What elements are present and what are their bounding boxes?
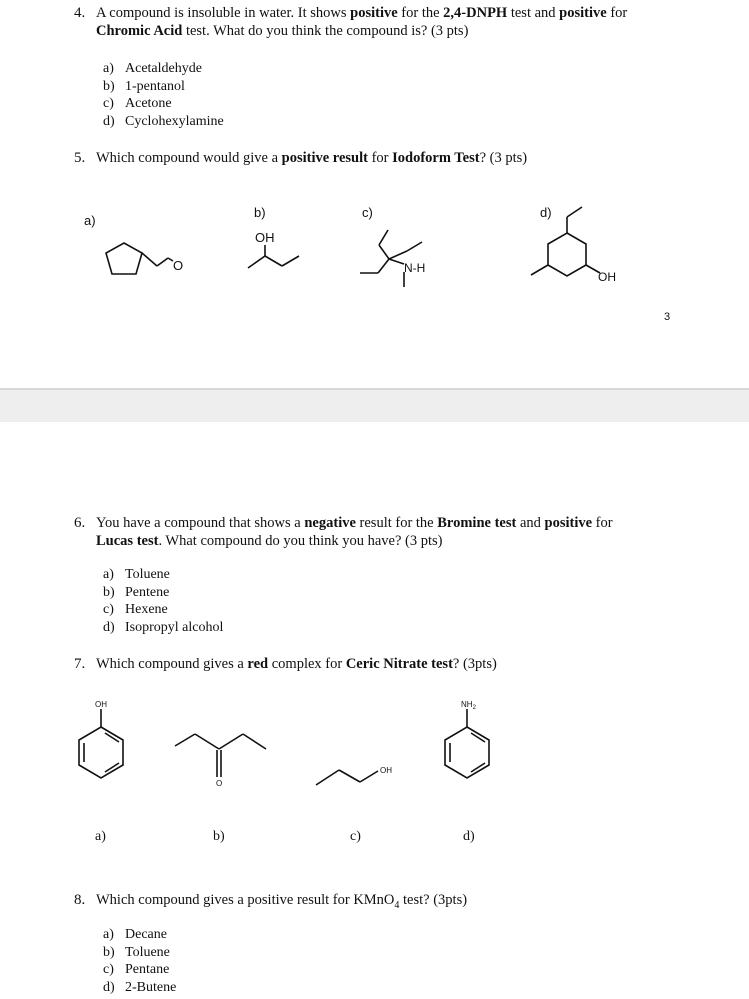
q5c-bond <box>389 259 404 264</box>
q8-options <box>103 926 176 996</box>
q7-text: ? (3pts) <box>452 656 497 672</box>
q5b-oh: OH <box>255 230 275 245</box>
q7a-oh: OH <box>95 700 107 709</box>
q5-label-d: d) <box>540 205 552 220</box>
q7-text: complex for <box>268 656 346 672</box>
q4-dnph: 2,4-DNPH <box>443 5 508 21</box>
q6-line2 <box>96 532 696 550</box>
q7c-bond <box>316 770 339 785</box>
q8-option[interactable] <box>103 961 176 979</box>
q4-options <box>103 60 224 130</box>
q6-text: and <box>516 515 545 531</box>
q7d-subscript: 2 <box>472 705 476 711</box>
q7b-bond <box>219 734 243 749</box>
q6-question <box>96 514 696 550</box>
q7c-oh: OH <box>380 766 392 775</box>
q6-option[interactable] <box>103 584 223 602</box>
page-separator <box>0 388 749 422</box>
q5-question <box>96 149 696 167</box>
q6-number: 6. <box>74 515 86 531</box>
q5c-bond <box>389 251 407 259</box>
q5d-bond <box>531 265 548 275</box>
q5-text: Which compound would give a <box>96 150 282 166</box>
q6-text: for <box>592 515 613 531</box>
option-letter: b) <box>103 944 115 960</box>
q7-question <box>96 655 696 673</box>
q5a-bond <box>142 253 157 266</box>
q7-ceric-nitrate: Ceric Nitrate test <box>345 656 453 672</box>
q6-lucas-test: Lucas test <box>96 533 159 549</box>
q7-label-b: b) <box>213 829 225 844</box>
q7-text: Which compound gives a <box>96 656 248 672</box>
option-text: Toluene <box>125 567 170 582</box>
option-text: Acetaldehyde <box>125 61 202 76</box>
q5a-cyclopentane-ring <box>106 243 142 274</box>
q4-chromic-acid: Chromic Acid <box>96 23 183 39</box>
q4-option[interactable] <box>103 113 224 131</box>
option-letter: b) <box>103 584 115 600</box>
q7-structures <box>0 695 749 855</box>
q5-text: for <box>367 150 393 166</box>
option-text: Pentane <box>125 962 170 977</box>
q6-line1 <box>96 514 696 532</box>
q5b-bond <box>265 256 282 266</box>
option-letter: d) <box>103 979 115 995</box>
q6-negative: negative <box>304 515 356 531</box>
q4-text: A compound is insoluble in water. It shows <box>96 5 351 21</box>
option-letter: c) <box>103 602 114 617</box>
q5-text: ? (3 pts) <box>479 150 528 166</box>
q6-text: . What compound do you think you have? (3 pts) <box>158 533 443 549</box>
q4-text: for <box>606 5 628 21</box>
option-text: Decane <box>125 927 167 942</box>
q5d-cyclohexane-ring <box>548 233 586 276</box>
q5d-oh: OH <box>598 270 616 284</box>
q6-bromine-test: Bromine test <box>437 515 517 531</box>
q7d-benzene-ring <box>445 727 489 778</box>
q5-structures <box>0 195 749 305</box>
q7-label-c: c) <box>350 829 361 844</box>
q5c-bond <box>378 259 389 273</box>
option-letter: c) <box>103 96 114 111</box>
option-text: Cyclohexylamine <box>125 113 224 129</box>
q4-option[interactable] <box>103 78 224 96</box>
q8-subscript: 4 <box>394 899 400 911</box>
q4-option[interactable] <box>103 60 224 78</box>
q7-number: 7. <box>74 656 86 672</box>
q5c-bond <box>379 245 389 259</box>
q8-option[interactable] <box>103 926 176 944</box>
q5-label-c: c) <box>362 205 373 220</box>
q6-text: result for the <box>355 515 438 531</box>
q7b-bond <box>195 734 219 749</box>
q8-text: test? (3pts) <box>399 892 468 908</box>
option-letter: d) <box>103 113 115 129</box>
q7-label-d: d) <box>463 829 475 844</box>
q7b-bond <box>175 734 195 746</box>
option-text: 2-Butene <box>125 979 177 995</box>
page-number: 3 <box>664 311 671 323</box>
q5b-bond <box>282 256 299 266</box>
option-text: Isopropyl alcohol <box>125 619 224 635</box>
q5a-oxygen: O <box>173 258 184 273</box>
option-letter: a) <box>103 567 114 582</box>
q4-positive-2: positive <box>559 5 607 21</box>
q4-option[interactable] <box>103 95 224 113</box>
option-letter: c) <box>103 962 114 977</box>
q4-text: test. What do you think the compound is? (3 pts) <box>182 23 469 39</box>
q5c-bond <box>407 242 422 251</box>
q5c-bond <box>379 230 388 245</box>
q6-options <box>103 566 223 636</box>
q5-label-b: b) <box>254 205 266 220</box>
option-text: Toluene <box>125 944 170 960</box>
q8-text: Which compound gives a positive result for KMnO <box>96 892 395 908</box>
option-letter: a) <box>103 61 114 76</box>
q6-option[interactable] <box>103 566 223 584</box>
q4-positive-1: positive <box>350 5 398 21</box>
option-letter: a) <box>103 927 114 942</box>
option-letter: b) <box>103 78 115 94</box>
q4-text: for the <box>397 5 444 21</box>
option-text: Pentene <box>125 584 170 600</box>
q7d-nh2 <box>461 700 477 711</box>
q4-text: test and <box>507 5 560 21</box>
q5d-bond <box>567 207 582 217</box>
q6-positive: positive <box>544 515 593 531</box>
q5-number: 5. <box>74 150 86 166</box>
q6-option[interactable] <box>103 619 223 637</box>
q6-option[interactable] <box>103 601 223 619</box>
q4-question <box>96 4 696 40</box>
option-letter: d) <box>103 619 115 635</box>
q8-question <box>96 891 696 915</box>
q7b-bond <box>243 734 266 749</box>
q7a-benzene-ring <box>79 727 123 778</box>
q4-line1 <box>96 4 696 22</box>
q7c-bond <box>360 771 378 782</box>
q5-iodoform: Iodoform Test <box>392 150 480 166</box>
option-text: Hexene <box>125 602 168 617</box>
q5-positive-result: positive result <box>281 150 368 166</box>
q4-number: 4. <box>74 5 86 21</box>
q7-label-a: a) <box>95 829 106 844</box>
q6-text: You have a compound that shows a <box>96 515 305 531</box>
q7b-oxygen: O <box>216 779 223 788</box>
q8-option[interactable] <box>103 944 176 962</box>
q5c-nh: N-H <box>404 261 426 275</box>
q7c-bond <box>339 770 360 782</box>
option-text: 1-pentanol <box>125 78 185 94</box>
q8-option[interactable] <box>103 979 176 997</box>
q4-line2 <box>96 22 696 40</box>
option-text: Acetone <box>125 96 172 111</box>
q5a-bond <box>157 258 168 266</box>
q8-number: 8. <box>74 892 86 908</box>
q7-red: red <box>247 656 269 672</box>
q5-label-a: a) <box>84 213 96 228</box>
q5b-bond <box>248 256 265 268</box>
q7d-nh: NH <box>461 700 473 709</box>
